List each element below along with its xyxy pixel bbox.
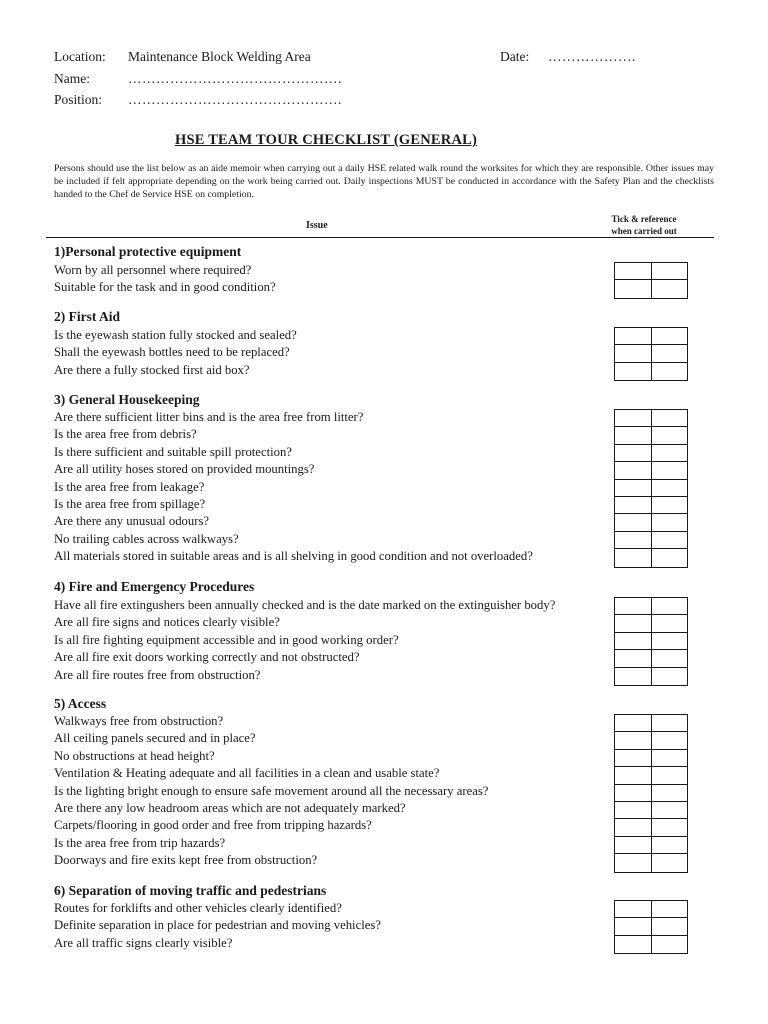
tick-cell[interactable] [615,532,687,549]
checklist-question: Are there sufficient litter bins and is the area free from litter? [54,410,364,424]
tick-cell[interactable] [615,936,687,953]
checklist-question: No obstructions at head height? [54,748,215,763]
tick-header-line1: Tick & reference [611,214,677,224]
tick-cell[interactable] [615,650,687,667]
tick-cell[interactable] [615,410,687,427]
tick-cell[interactable] [615,549,687,566]
tick-cell[interactable] [615,802,687,819]
position-label: Position: [54,92,103,107]
checklist-question: Are all fire routes free from obstruction? [54,667,261,682]
tick-cell[interactable] [615,785,687,802]
checklist-question: Ventilation & Heating adequate and all facilities in a clean and usable state? [54,766,440,781]
checklist-question: All ceiling panels secured and in place? [54,731,256,746]
intro-paragraph: Persons should use the list below as an aide memoir when carrying out a daily HSE related walk round the worksites for which they are responsible. Other issues may be included if felt appropriate depending on the work being carried out. Daily inspections MUST be conducted in accordance with the Safety Plan and the checklists handed to the Chef de Service HSE on completion. [54,163,714,200]
tick-header-line2: when carried out [611,226,677,236]
name-label: Name: [54,71,90,86]
checklist-question: Are all traffic signs clearly visible? [54,935,233,950]
tick-column-header [596,213,692,237]
tick-cell[interactable] [615,715,687,732]
tick-grid [614,597,688,686]
tick-cell[interactable] [615,263,687,280]
tick-cell[interactable] [615,427,687,444]
tick-grid [614,327,688,381]
tick-cell[interactable] [615,497,687,514]
tick-cell[interactable] [615,901,687,918]
location-label: Location: [54,49,106,64]
tick-cell[interactable] [615,615,687,632]
issue-column-header: Issue [306,220,328,231]
name-field[interactable]: ………………………………………. [128,71,342,86]
checklist-question: Is all fire fighting equipment accessible and in good working order? [54,632,399,647]
tick-grid [614,714,688,873]
tick-cell[interactable] [615,918,687,935]
checklist-question: Is the area free from spillage? [54,497,206,511]
tick-cell[interactable] [615,668,687,685]
tick-grid [614,409,688,568]
section-title: 5) Access [54,696,107,711]
checklist-question: No trailing cables across walkways? [54,531,239,546]
tick-cell[interactable] [615,837,687,854]
tick-cell[interactable] [615,480,687,497]
tick-cell[interactable] [615,767,687,784]
checklist-question: Suitable for the task and in good condition? [54,280,276,295]
tick-grid [614,900,688,954]
tick-cell[interactable] [615,633,687,650]
checklist-question: Definite separation in place for pedestrian and moving vehicles? [54,918,381,933]
tick-cell[interactable] [615,854,687,871]
section-title: 4) Fire and Emergency Procedures [54,579,255,594]
checklist-question: Have all fire extingushers been annually checked and is the date marked on the extinguisher body? [54,598,556,612]
tick-cell[interactable] [615,598,687,615]
section-title: 3) General Housekeeping [54,392,200,407]
tick-cell[interactable] [615,462,687,479]
header-divider [46,237,714,238]
checklist-question: Shall the eyewash bottles need to be replaced? [54,345,290,360]
tick-cell[interactable] [615,445,687,462]
tick-cell[interactable] [615,363,687,380]
date-label: Date: [500,49,530,64]
checklist-question: Doorways and fire exits kept free from obstruction? [54,853,318,868]
date-field[interactable]: ………………. [548,49,636,64]
tick-cell[interactable] [615,280,687,297]
tick-cell[interactable] [615,345,687,362]
position-field[interactable]: ………………………………………. [128,92,342,107]
checklist-question: Carpets/flooring in good order and free from tripping hazards? [54,818,372,833]
tick-cell[interactable] [615,750,687,767]
checklist-question: Is the eyewash station fully stocked and sealed? [54,328,297,342]
section-title: 1)Personal protective equipment [54,244,242,259]
checklist-question: Is the area free from debris? [54,427,197,442]
section-title: 2) First Aid [54,309,120,324]
checklist-question: Are there any unusual odours? [54,514,210,529]
checklist-question: Are there any low headroom areas which are not adequately marked? [54,801,406,815]
checklist-question: Walkways free from obstruction? [54,714,224,728]
checklist-question: Is there sufficient and suitable spill protection? [54,444,292,459]
checklist-question: Are all fire signs and notices clearly visible? [54,615,280,630]
checklist-question: Is the area free from trip hazards? [54,835,226,850]
tick-cell[interactable] [615,732,687,749]
section-title: 6) Separation of moving traffic and pedestrians [54,883,327,898]
tick-cell[interactable] [615,328,687,345]
tick-grid [614,262,688,299]
checklist-question: All materials stored in suitable areas and is all shelving in good condition and not overloaded? [54,549,533,564]
location-value: Maintenance Block Welding Area [128,49,311,64]
checklist-question: Are all utility hoses stored on provided mountings? [54,462,315,477]
checklist-question: Are there a fully stocked first aid box? [54,362,250,377]
tick-cell[interactable] [615,819,687,836]
tick-cell[interactable] [615,514,687,531]
checklist-question: Is the lighting bright enough to ensure safe movement around all the necessary areas? [54,783,489,798]
checklist-question: Is the area free from leakage? [54,479,205,494]
checklist-question: Routes for forklifts and other vehicles clearly identified? [54,901,342,915]
page-title: HSE TEAM TOUR CHECKLIST (GENERAL) [174,132,478,148]
checklist-question: Worn by all personnel where required? [54,263,252,277]
checklist-question: Are all fire exit doors working correctly and not obstructed? [54,650,360,665]
